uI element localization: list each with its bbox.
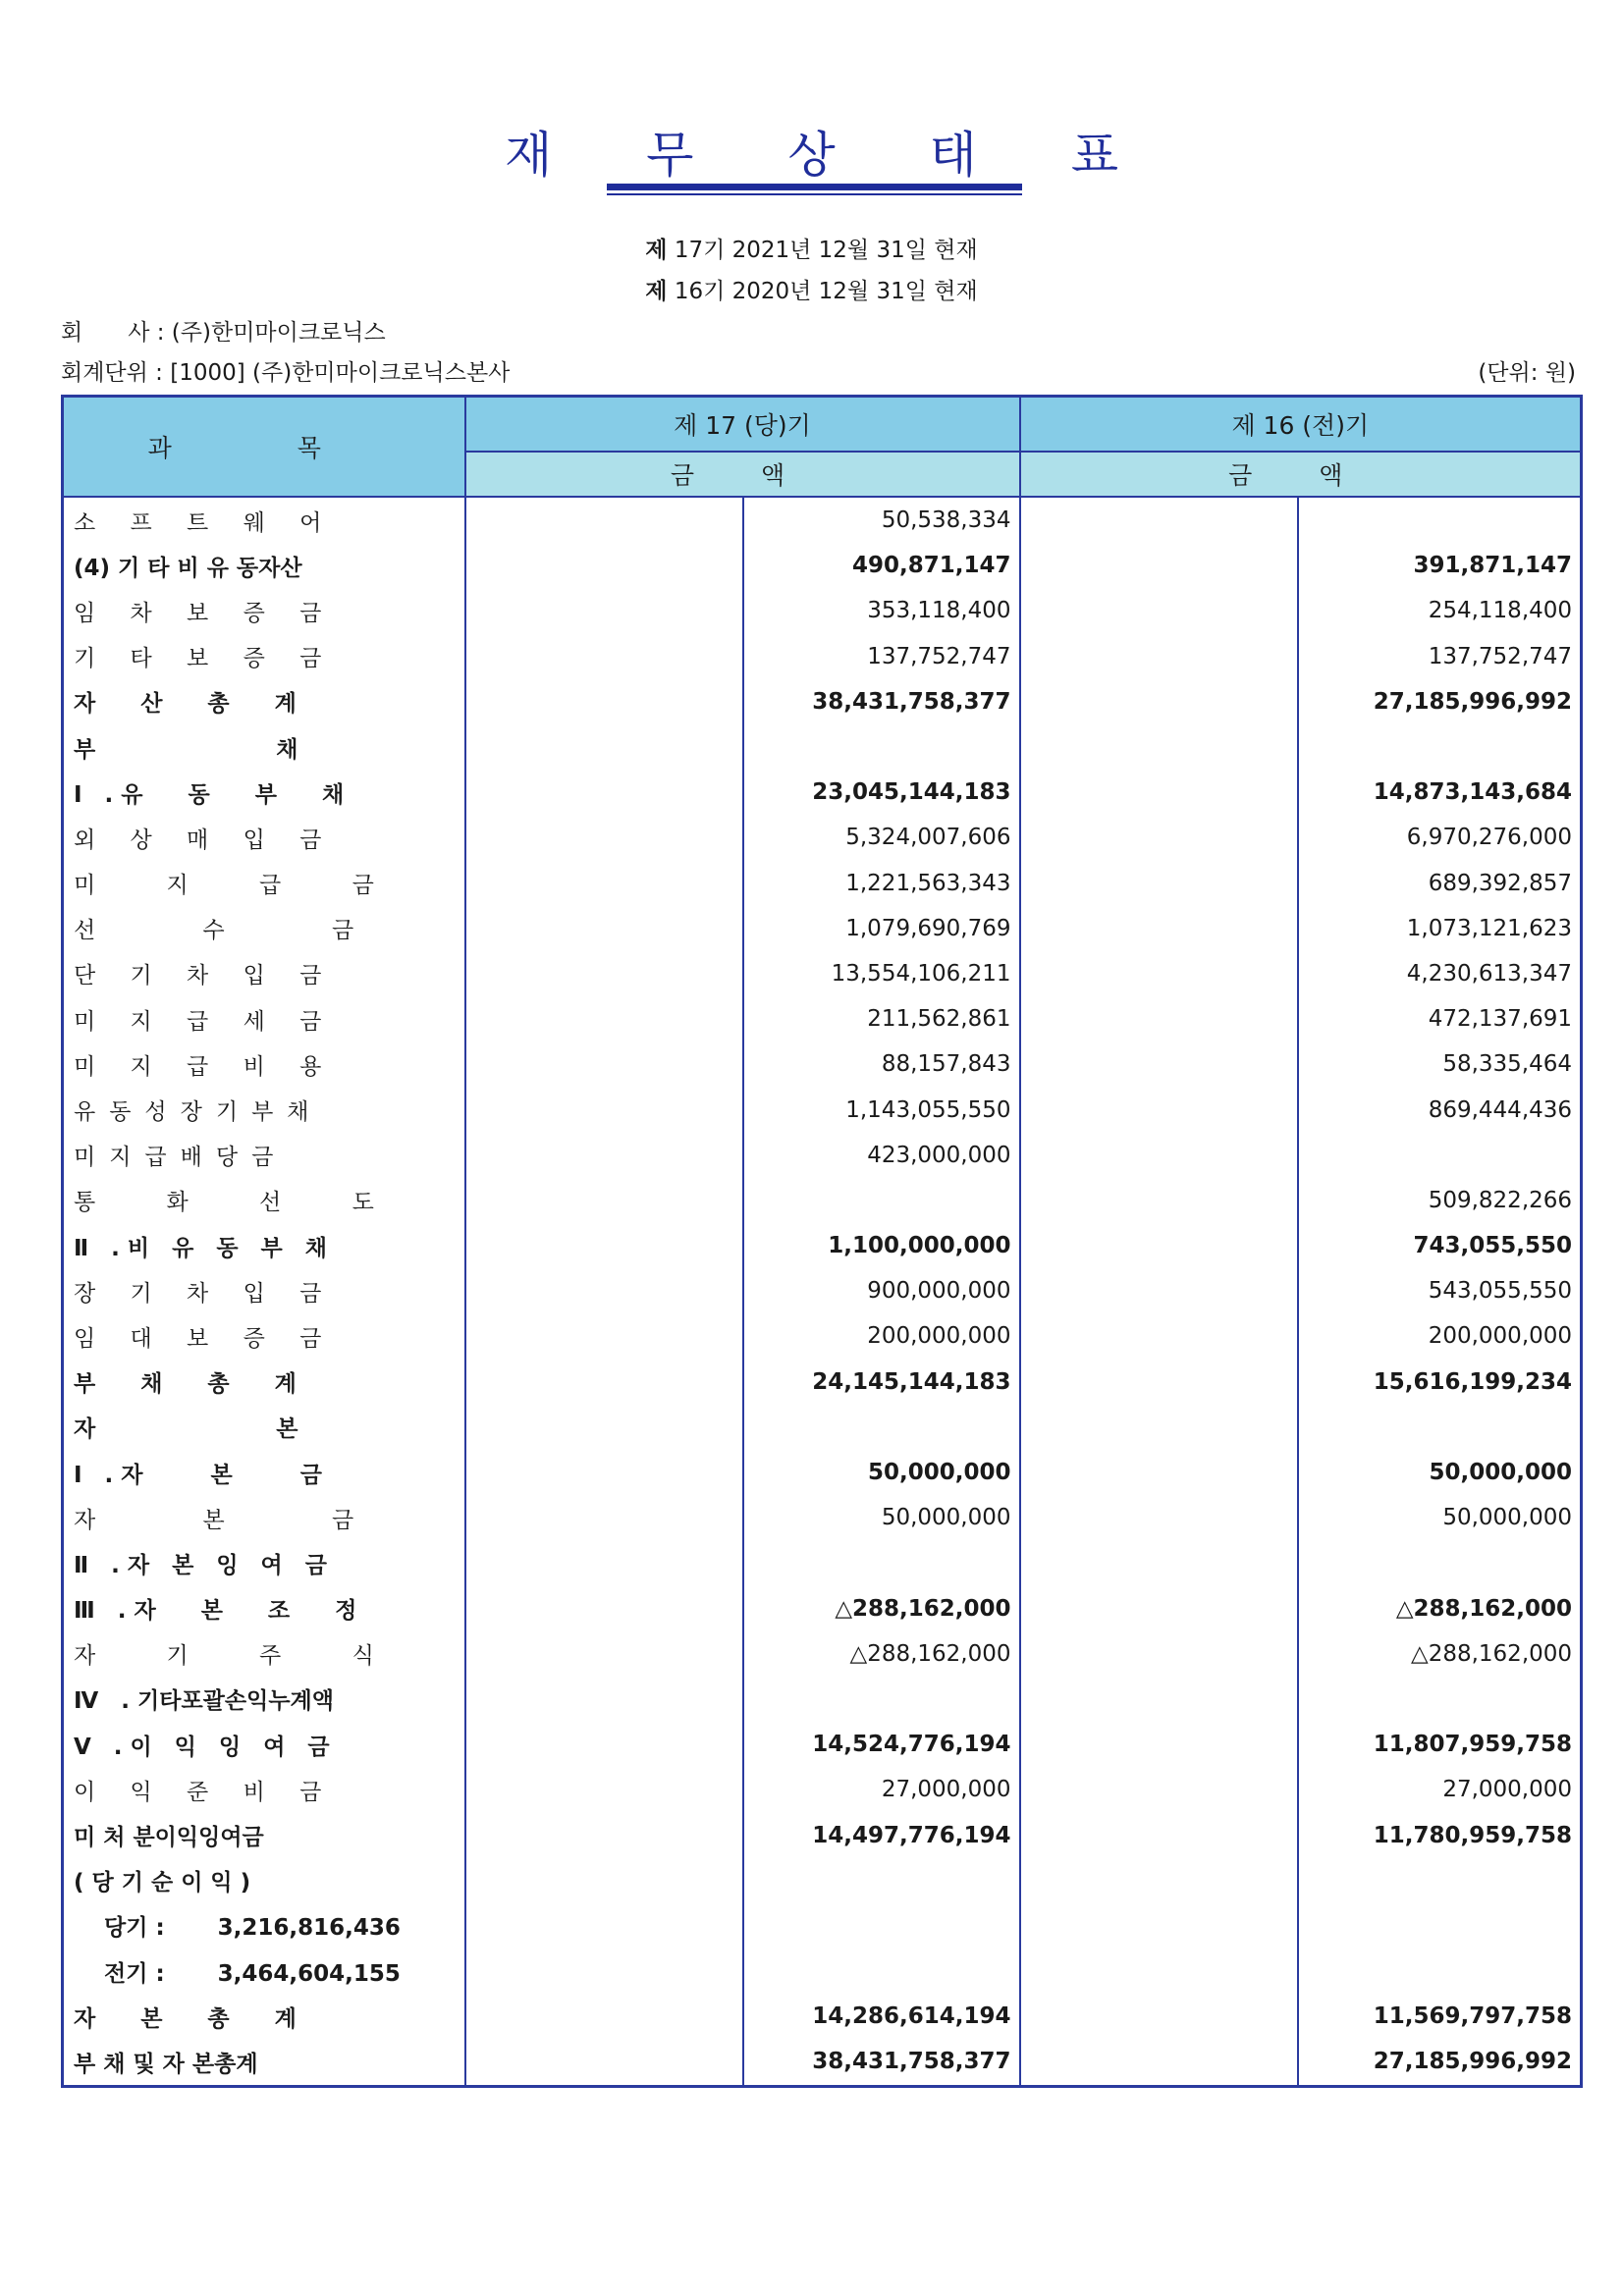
previous-detail-amount bbox=[1020, 770, 1298, 815]
table-row bbox=[63, 1178, 1582, 1223]
table-row bbox=[63, 1360, 1582, 1405]
account-name: 미지급배당금 bbox=[63, 1133, 465, 1178]
current-detail-amount bbox=[465, 1223, 743, 1268]
current-detail-amount bbox=[465, 861, 743, 906]
previous-amount: 743,055,550 bbox=[1298, 1223, 1582, 1268]
current-detail-amount bbox=[465, 1178, 743, 1223]
previous-amount bbox=[1298, 1903, 1582, 1949]
table-row bbox=[63, 1858, 1582, 1903]
previous-amount: 50,000,000 bbox=[1298, 1495, 1582, 1540]
table-row bbox=[63, 497, 1582, 543]
previous-detail-amount bbox=[1020, 1495, 1298, 1540]
previous-amount: 472,137,691 bbox=[1298, 996, 1582, 1041]
current-amount: 38,431,758,377 bbox=[743, 2039, 1020, 2086]
previous-detail-amount bbox=[1020, 815, 1298, 860]
previous-detail-amount bbox=[1020, 1631, 1298, 1677]
table-row bbox=[63, 679, 1582, 724]
current-amount: 1,143,055,550 bbox=[743, 1087, 1020, 1132]
table-row bbox=[63, 1903, 1582, 1949]
previous-amount: 1,073,121,623 bbox=[1298, 906, 1582, 951]
previous-amount: 6,970,276,000 bbox=[1298, 815, 1582, 860]
current-detail-amount bbox=[465, 1133, 743, 1178]
current-amount bbox=[743, 724, 1020, 770]
table-row bbox=[63, 1495, 1582, 1540]
header-amount-previous: 금 액 bbox=[1020, 452, 1582, 497]
previous-detail-amount bbox=[1020, 1767, 1298, 1812]
account-name: (4) 기 타 비 유 동자산 bbox=[63, 543, 465, 588]
previous-detail-amount bbox=[1020, 1041, 1298, 1087]
table-row bbox=[63, 543, 1582, 588]
current-amount: △288,162,000 bbox=[743, 1586, 1020, 1631]
previous-amount: 58,335,464 bbox=[1298, 1041, 1582, 1087]
account-name: 부 채 및 자 본총계 bbox=[63, 2039, 465, 2086]
previous-detail-amount bbox=[1020, 497, 1298, 543]
period-current bbox=[0, 232, 1623, 264]
current-amount: 23,045,144,183 bbox=[743, 770, 1020, 815]
table-row bbox=[63, 1450, 1582, 1495]
title-underline bbox=[607, 184, 1022, 190]
header-subject: 과 목 bbox=[63, 397, 465, 498]
table-row bbox=[63, 951, 1582, 996]
balance-sheet-table bbox=[61, 395, 1583, 2088]
table-row bbox=[63, 1586, 1582, 1631]
accounting-unit-line: 회계단위 : [1000] (주)한미마이크로닉스본사 bbox=[61, 360, 511, 386]
current-amount: 1,100,000,000 bbox=[743, 1223, 1020, 1268]
current-amount: 353,118,400 bbox=[743, 588, 1020, 633]
table-row bbox=[63, 906, 1582, 951]
previous-detail-amount bbox=[1020, 1087, 1298, 1132]
current-amount: 490,871,147 bbox=[743, 543, 1020, 588]
previous-amount bbox=[1298, 724, 1582, 770]
account-name: 전기 : 3,464,604,155 bbox=[63, 1949, 465, 1994]
previous-detail-amount bbox=[1020, 724, 1298, 770]
period-text: 17기 2021년 12월 31일 현재 bbox=[674, 238, 978, 263]
current-detail-amount bbox=[465, 1677, 743, 1722]
account-name: 부 채 bbox=[63, 724, 465, 770]
previous-detail-amount bbox=[1020, 1858, 1298, 1903]
header-current-period: 제 17 (당)기 bbox=[465, 397, 1020, 453]
table-row bbox=[63, 724, 1582, 770]
previous-detail-amount bbox=[1020, 996, 1298, 1041]
current-detail-amount bbox=[465, 1313, 743, 1359]
previous-amount: 50,000,000 bbox=[1298, 1450, 1582, 1495]
table-row bbox=[63, 1677, 1582, 1722]
account-name: 당기 : 3,216,816,436 bbox=[63, 1903, 465, 1949]
previous-detail-amount bbox=[1020, 1223, 1298, 1268]
account-name: 소 프 트 웨 어 bbox=[63, 497, 465, 543]
previous-detail-amount bbox=[1020, 2039, 1298, 2086]
account-name: 자 산 총 계 bbox=[63, 679, 465, 724]
account-name: Ⅰ . 자 본 금 bbox=[63, 1450, 465, 1495]
current-amount: 900,000,000 bbox=[743, 1268, 1020, 1313]
table-row bbox=[63, 861, 1582, 906]
previous-amount: 509,822,266 bbox=[1298, 1178, 1582, 1223]
previous-amount: 200,000,000 bbox=[1298, 1313, 1582, 1359]
previous-detail-amount bbox=[1020, 679, 1298, 724]
table-row bbox=[63, 1722, 1582, 1767]
current-amount bbox=[743, 1540, 1020, 1585]
previous-detail-amount bbox=[1020, 1949, 1298, 1994]
previous-amount bbox=[1298, 1133, 1582, 1178]
account-name: 미 처 분이익잉여금 bbox=[63, 1812, 465, 1857]
previous-amount: 14,873,143,684 bbox=[1298, 770, 1582, 815]
current-amount bbox=[743, 1178, 1020, 1223]
current-amount: 50,538,334 bbox=[743, 497, 1020, 543]
current-detail-amount bbox=[465, 679, 743, 724]
previous-amount: 391,871,147 bbox=[1298, 543, 1582, 588]
previous-amount bbox=[1298, 497, 1582, 543]
company-line: 회 사 : (주)한미마이크로닉스 bbox=[61, 320, 386, 346]
table-row bbox=[63, 1812, 1582, 1857]
current-detail-amount bbox=[465, 815, 743, 860]
table-row bbox=[63, 1313, 1582, 1359]
table-row bbox=[63, 1767, 1582, 1812]
current-detail-amount bbox=[465, 1405, 743, 1450]
table-row bbox=[63, 996, 1582, 1041]
current-amount bbox=[743, 1903, 1020, 1949]
table-row bbox=[63, 588, 1582, 633]
previous-detail-amount bbox=[1020, 1722, 1298, 1767]
previous-detail-amount bbox=[1020, 1903, 1298, 1949]
account-name: 장 기 차 입 금 bbox=[63, 1268, 465, 1313]
current-amount: 137,752,747 bbox=[743, 634, 1020, 679]
current-amount: 38,431,758,377 bbox=[743, 679, 1020, 724]
current-amount bbox=[743, 1405, 1020, 1450]
table-row bbox=[63, 1041, 1582, 1087]
current-detail-amount bbox=[465, 1903, 743, 1949]
current-detail-amount bbox=[465, 724, 743, 770]
table-row bbox=[63, 1994, 1582, 2039]
current-amount bbox=[743, 1949, 1020, 1994]
previous-amount bbox=[1298, 1540, 1582, 1585]
table-row bbox=[63, 2039, 1582, 2086]
table-body bbox=[63, 497, 1582, 2086]
previous-detail-amount bbox=[1020, 861, 1298, 906]
account-name: Ⅱ . 비 유 동 부 채 bbox=[63, 1223, 465, 1268]
previous-detail-amount bbox=[1020, 1268, 1298, 1313]
current-amount: 50,000,000 bbox=[743, 1450, 1020, 1495]
account-name: 자 본 bbox=[63, 1405, 465, 1450]
current-amount: △288,162,000 bbox=[743, 1631, 1020, 1677]
period-prefix: 제 bbox=[645, 279, 668, 304]
table-row bbox=[63, 815, 1582, 860]
table-row bbox=[63, 1540, 1582, 1585]
table-row bbox=[63, 1405, 1582, 1450]
current-detail-amount bbox=[465, 1450, 743, 1495]
current-detail-amount bbox=[465, 497, 743, 543]
current-detail-amount bbox=[465, 1495, 743, 1540]
account-name: 미 지 급 세 금 bbox=[63, 996, 465, 1041]
current-amount: 27,000,000 bbox=[743, 1767, 1020, 1812]
account-name: Ⅰ . 유 동 부 채 bbox=[63, 770, 465, 815]
table-row bbox=[63, 1631, 1582, 1677]
header-previous-period: 제 16 (전)기 bbox=[1020, 397, 1582, 453]
table-row bbox=[63, 1087, 1582, 1132]
period-text: 16기 2020년 12월 31일 현재 bbox=[674, 279, 978, 304]
previous-amount: 689,392,857 bbox=[1298, 861, 1582, 906]
previous-detail-amount bbox=[1020, 1178, 1298, 1223]
current-detail-amount bbox=[465, 996, 743, 1041]
table-row bbox=[63, 1223, 1582, 1268]
account-name: ( 당 기 순 이 익 ) bbox=[63, 1858, 465, 1903]
current-detail-amount bbox=[465, 1540, 743, 1585]
previous-detail-amount bbox=[1020, 1313, 1298, 1359]
document-title: 재 무 상 태 표 bbox=[504, 127, 1159, 184]
previous-amount bbox=[1298, 1405, 1582, 1450]
current-amount: 50,000,000 bbox=[743, 1495, 1020, 1540]
previous-amount: 27,185,996,992 bbox=[1298, 2039, 1582, 2086]
current-detail-amount bbox=[465, 1360, 743, 1405]
current-detail-amount bbox=[465, 1949, 743, 1994]
current-detail-amount bbox=[465, 1087, 743, 1132]
current-amount: 24,145,144,183 bbox=[743, 1360, 1020, 1405]
current-amount bbox=[743, 1677, 1020, 1722]
account-name: 유동성장기부채 bbox=[63, 1087, 465, 1132]
current-amount: 1,221,563,343 bbox=[743, 861, 1020, 906]
account-name: 자 본 총 계 bbox=[63, 1994, 465, 2039]
account-name: 자 기 주 식 bbox=[63, 1631, 465, 1677]
current-detail-amount bbox=[465, 588, 743, 633]
account-name: 외 상 매 입 금 bbox=[63, 815, 465, 860]
period-previous bbox=[0, 273, 1623, 305]
previous-amount bbox=[1298, 1949, 1582, 1994]
current-amount: 14,497,776,194 bbox=[743, 1812, 1020, 1857]
current-detail-amount bbox=[465, 951, 743, 996]
account-name: Ⅲ . 자 본 조 정 bbox=[63, 1586, 465, 1631]
account-name: 자 본 금 bbox=[63, 1495, 465, 1540]
account-name: Ⅳ . 기타포괄손익누계액 bbox=[63, 1677, 465, 1722]
current-detail-amount bbox=[465, 770, 743, 815]
account-name: 미 지 급 금 bbox=[63, 861, 465, 906]
previous-amount: 27,000,000 bbox=[1298, 1767, 1582, 1812]
previous-amount: 15,616,199,234 bbox=[1298, 1360, 1582, 1405]
previous-detail-amount bbox=[1020, 1812, 1298, 1857]
account-name: 단 기 차 입 금 bbox=[63, 951, 465, 996]
current-amount: 1,079,690,769 bbox=[743, 906, 1020, 951]
current-detail-amount bbox=[465, 1041, 743, 1087]
unit-note: (단위: 원) bbox=[1478, 360, 1576, 386]
current-detail-amount bbox=[465, 543, 743, 588]
previous-detail-amount bbox=[1020, 1405, 1298, 1450]
table-row bbox=[63, 770, 1582, 815]
previous-detail-amount bbox=[1020, 1994, 1298, 2039]
current-amount: 200,000,000 bbox=[743, 1313, 1020, 1359]
previous-detail-amount bbox=[1020, 1450, 1298, 1495]
period-prefix: 제 bbox=[645, 238, 668, 263]
current-detail-amount bbox=[465, 1812, 743, 1857]
current-detail-amount bbox=[465, 1722, 743, 1767]
table-row bbox=[63, 1133, 1582, 1178]
current-amount bbox=[743, 1858, 1020, 1903]
current-detail-amount bbox=[465, 1994, 743, 2039]
current-amount: 14,286,614,194 bbox=[743, 1994, 1020, 2039]
previous-amount: 4,230,613,347 bbox=[1298, 951, 1582, 996]
table-row bbox=[63, 1268, 1582, 1313]
previous-detail-amount bbox=[1020, 906, 1298, 951]
previous-detail-amount bbox=[1020, 1677, 1298, 1722]
account-name: Ⅱ . 자 본 잉 여 금 bbox=[63, 1540, 465, 1585]
account-name: 부 채 총 계 bbox=[63, 1360, 465, 1405]
previous-amount: 254,118,400 bbox=[1298, 588, 1582, 633]
previous-amount bbox=[1298, 1858, 1582, 1903]
current-detail-amount bbox=[465, 1631, 743, 1677]
account-name: 통 화 선 도 bbox=[63, 1178, 465, 1223]
previous-detail-amount bbox=[1020, 1586, 1298, 1631]
header-amount-current: 금 액 bbox=[465, 452, 1020, 497]
previous-detail-amount bbox=[1020, 588, 1298, 633]
account-name: 미 지 급 비 용 bbox=[63, 1041, 465, 1087]
current-amount: 13,554,106,211 bbox=[743, 951, 1020, 996]
current-amount: 14,524,776,194 bbox=[743, 1722, 1020, 1767]
previous-amount: 137,752,747 bbox=[1298, 634, 1582, 679]
previous-detail-amount bbox=[1020, 543, 1298, 588]
account-name: 이 익 준 비 금 bbox=[63, 1767, 465, 1812]
account-name: 선 수 금 bbox=[63, 906, 465, 951]
current-detail-amount bbox=[465, 1767, 743, 1812]
title-underline-thin bbox=[607, 193, 1022, 195]
current-detail-amount bbox=[465, 906, 743, 951]
previous-detail-amount bbox=[1020, 1133, 1298, 1178]
account-name: 임 대 보 증 금 bbox=[63, 1313, 465, 1359]
previous-amount: 11,807,959,758 bbox=[1298, 1722, 1582, 1767]
previous-detail-amount bbox=[1020, 1360, 1298, 1405]
previous-amount: △288,162,000 bbox=[1298, 1631, 1582, 1677]
current-detail-amount bbox=[465, 1586, 743, 1631]
table-row bbox=[63, 1949, 1582, 1994]
previous-amount: 543,055,550 bbox=[1298, 1268, 1582, 1313]
previous-amount: 11,569,797,758 bbox=[1298, 1994, 1582, 2039]
current-detail-amount bbox=[465, 1268, 743, 1313]
current-detail-amount bbox=[465, 2039, 743, 2086]
previous-detail-amount bbox=[1020, 951, 1298, 996]
current-amount: 88,157,843 bbox=[743, 1041, 1020, 1087]
current-detail-amount bbox=[465, 634, 743, 679]
account-name: Ⅴ . 이 익 잉 여 금 bbox=[63, 1722, 465, 1767]
previous-amount: △288,162,000 bbox=[1298, 1586, 1582, 1631]
current-detail-amount bbox=[465, 1858, 743, 1903]
previous-amount: 869,444,436 bbox=[1298, 1087, 1582, 1132]
previous-detail-amount bbox=[1020, 1540, 1298, 1585]
previous-amount: 27,185,996,992 bbox=[1298, 679, 1582, 724]
current-amount: 211,562,861 bbox=[743, 996, 1020, 1041]
account-name: 기 타 보 증 금 bbox=[63, 634, 465, 679]
previous-detail-amount bbox=[1020, 634, 1298, 679]
current-amount: 5,324,007,606 bbox=[743, 815, 1020, 860]
table-row bbox=[63, 634, 1582, 679]
previous-amount bbox=[1298, 1677, 1582, 1722]
current-amount: 423,000,000 bbox=[743, 1133, 1020, 1178]
previous-amount: 11,780,959,758 bbox=[1298, 1812, 1582, 1857]
account-name: 임 차 보 증 금 bbox=[63, 588, 465, 633]
